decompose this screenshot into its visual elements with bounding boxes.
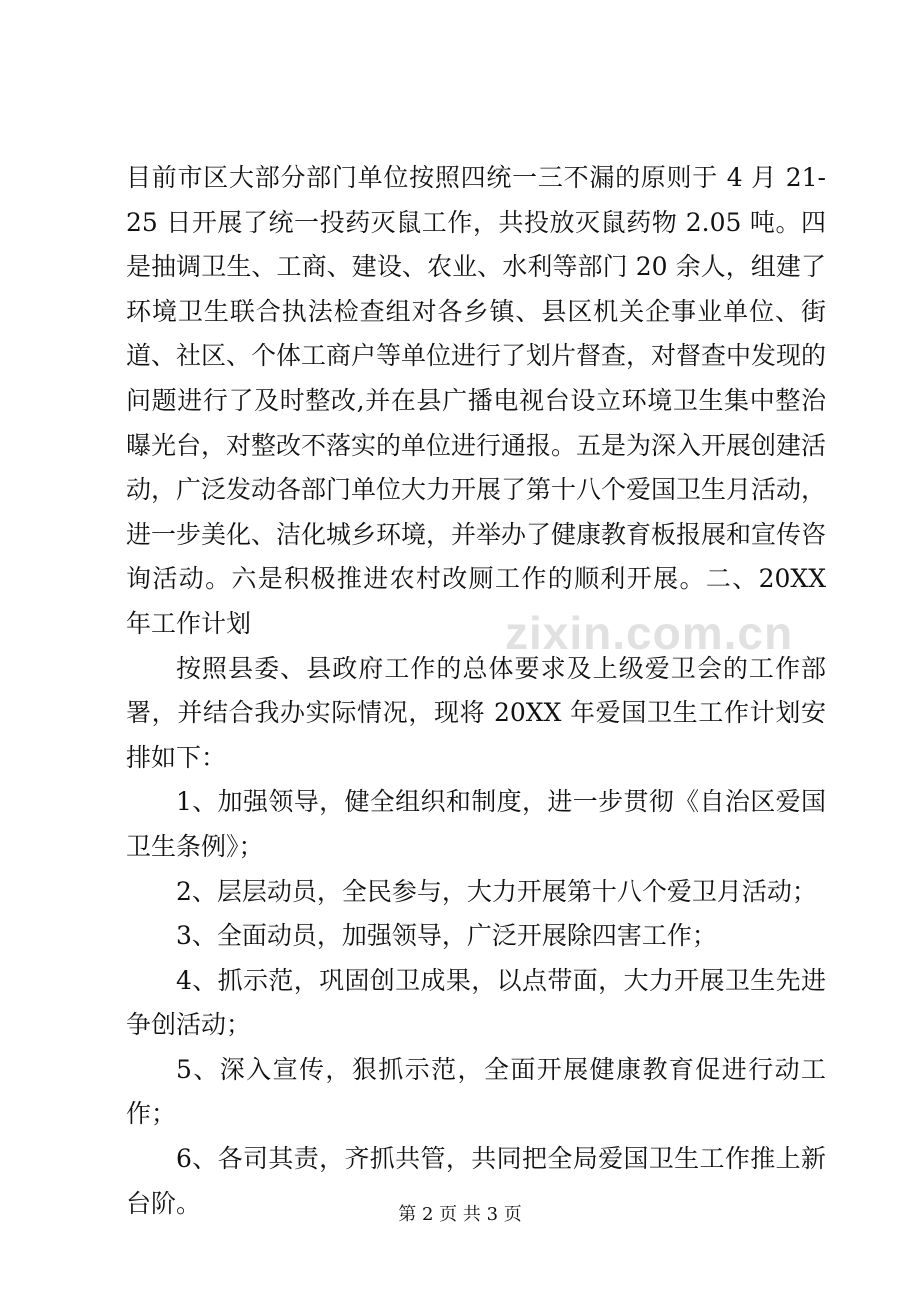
list-item-6: 6、各司其责，齐抓共管，共同把全局爱国卫生工作推上新台阶。: [126, 1144, 826, 1218]
list-item-1: 1、加强领导，健全组织和制度，进一步贯彻《自治区爱国卫生条例》；: [126, 787, 826, 861]
paragraph-2: 按照县委、县政府工作的总体要求及上级爱卫会的工作部署，并结合我办实际情况，现将 20XX 年爱国卫生工作计划安排如下：: [126, 653, 826, 772]
paragraph-1: 目前市区大部分部门单位按照四统一三不漏的原则于 4 月 21-25 日开展了统一投药灭鼠工作，共投放灭鼠药物 2.05 吨。四是抽调卫生、工商、建设、农业、水利等部门 20 余人，组建了环境卫生联合执法检查组对各乡镇、县区机关企事业单位、街道、社区、个体工商户等单位进行了划片督查，对督查中发现的问题进行了及时整改,并在县广播电视台设立环境卫生集中整治曝光台，对整改不落实的单位进行通报。五是为深入开展创建活动，广泛发动各部门单位大力开展了第十八个爱国卫生月活动，进一步美化、洁化城乡环境，并举办了健康教育板报展和宣传咨询活动。六是积极推进农村改厕工作的顺利开展。二、20XX 年工作计划: [126, 163, 827, 638]
list-item-4: 4、抓示范，巩固创卫成果，以点带面，大力开展卫生先进争创活动；: [126, 965, 826, 1040]
watermark: zixin.com.cn: [505, 607, 794, 659]
page-footer: 第 2 页 共 3 页: [398, 1204, 522, 1225]
list-item-3: 3、全面动员，加强领导，广泛开展除四害工作；: [176, 921, 717, 951]
document-body: [126, 156, 826, 1226]
list-item-5: 5、深入宣传，狠抓示范，全面开展健康教育促进行动工作；: [126, 1054, 826, 1129]
list-item-2: 2、层层动员，全民参与，大力开展第十八个爱卫月活动；: [176, 876, 817, 906]
